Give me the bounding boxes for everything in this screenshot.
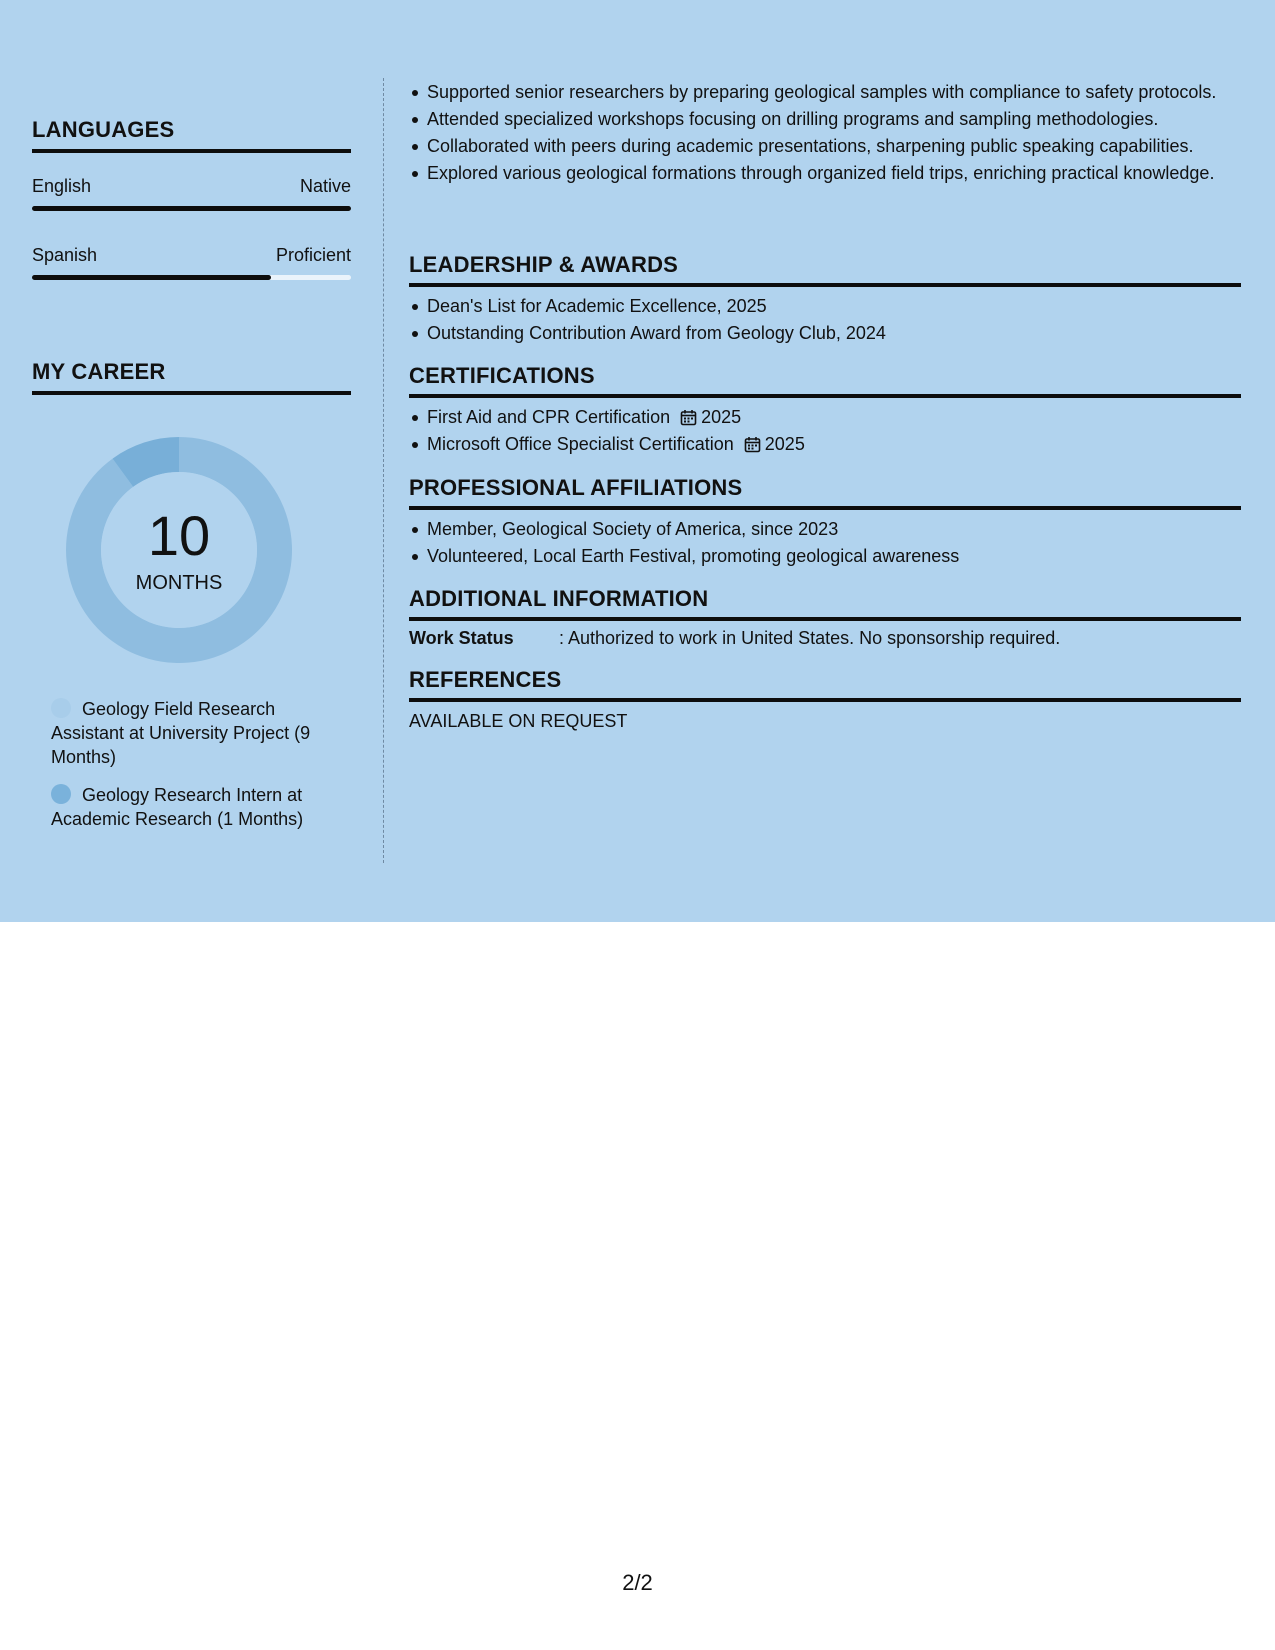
list-item: Explored various geological formations through organized field trips, enriching practical knowledge. xyxy=(427,161,1259,185)
career-total-number: 10 xyxy=(147,504,211,567)
references-title: REFERENCES xyxy=(409,667,1241,702)
legend-label: Geology Research Intern at Academic Research (1 Months) xyxy=(51,785,304,829)
list-item: Collaborated with peers during academic presentations, sharpening public speaking capabilities. xyxy=(427,134,1259,158)
list-item: Outstanding Contribution Award from Geology Club, 2024 xyxy=(427,321,1259,345)
certification-year: 2025 xyxy=(764,434,805,454)
languages-title: LANGUAGES xyxy=(32,117,351,153)
language-bar-fill xyxy=(32,206,351,211)
work-status-row xyxy=(409,628,1241,649)
work-status-label: Work Status xyxy=(409,628,514,648)
additional-info-title: ADDITIONAL INFORMATION xyxy=(409,586,1241,621)
affiliations-list xyxy=(409,517,1259,571)
certifications-title: CERTIFICATIONS xyxy=(409,363,1241,398)
column-divider xyxy=(383,78,384,863)
career-donut-chart xyxy=(66,437,292,663)
certification-name: First Aid and CPR Certification xyxy=(427,407,671,427)
work-status-value: : Authorized to work in United States. No sponsorship required. xyxy=(559,628,1061,648)
language-bar-fill xyxy=(32,275,271,280)
legend-label: Geology Field Research Assistant at University Project (9 Months) xyxy=(51,699,311,767)
language-name: English xyxy=(32,176,92,196)
language-bar-english xyxy=(32,206,351,211)
calendar-icon xyxy=(680,409,697,426)
language-level: Proficient xyxy=(275,245,351,265)
certification-name: Microsoft Office Specialist Certification xyxy=(427,434,734,454)
language-bar-spanish xyxy=(32,275,351,280)
language-name: Spanish xyxy=(32,245,98,265)
list-item: Member, Geological Society of America, since 2023 xyxy=(427,517,1259,541)
experience-bullets xyxy=(409,80,1259,188)
language-row-spanish xyxy=(32,245,351,266)
page-number: 2/2 xyxy=(622,1570,653,1595)
language-level: Native xyxy=(299,176,351,196)
list-item: Supported senior researchers by preparing geological samples with compliance to safety protocols. xyxy=(427,80,1259,104)
references-text: AVAILABLE ON REQUEST xyxy=(409,711,628,731)
affiliations-title: PROFESSIONAL AFFILIATIONS xyxy=(409,475,1241,510)
leadership-list xyxy=(409,294,1259,348)
legend-dot-icon xyxy=(51,698,71,718)
list-item: Attended specialized workshops focusing on drilling programs and sampling methodologies. xyxy=(427,107,1259,131)
career-legend-item xyxy=(51,697,341,769)
language-row-english xyxy=(32,176,351,197)
career-total-unit: MONTHS xyxy=(135,572,223,594)
leadership-title: LEADERSHIP & AWARDS xyxy=(409,252,1241,287)
calendar-icon xyxy=(744,436,761,453)
career-title: MY CAREER xyxy=(32,359,351,395)
list-item: Volunteered, Local Earth Festival, promoting geological awareness xyxy=(427,544,1259,568)
list-item: Dean's List for Academic Excellence, 2025 xyxy=(427,294,1259,318)
list-item xyxy=(427,405,1259,429)
list-item xyxy=(427,432,1259,456)
legend-dot-icon xyxy=(51,784,71,804)
certifications-list xyxy=(409,405,1259,459)
certification-year: 2025 xyxy=(701,407,742,427)
career-legend-item xyxy=(51,783,341,831)
